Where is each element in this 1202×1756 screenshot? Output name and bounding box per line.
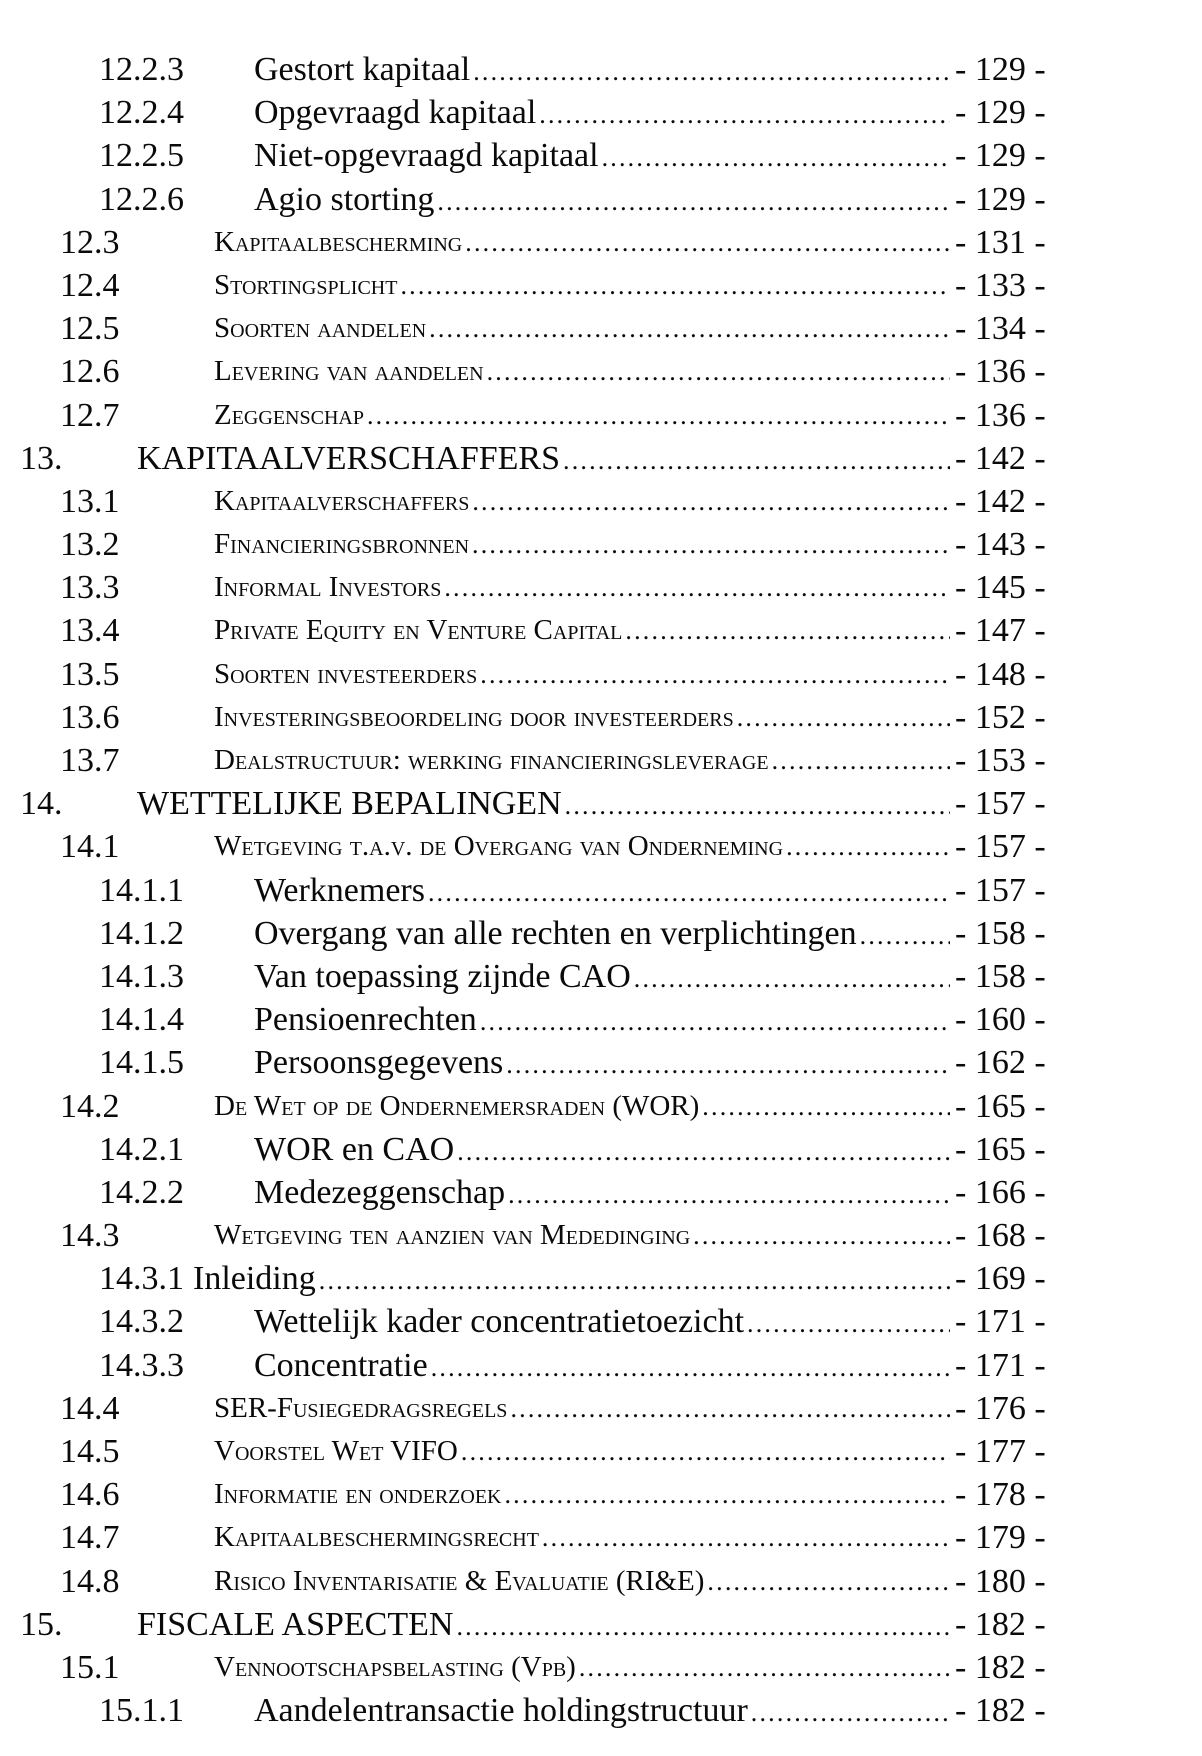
toc-entry-title-line [254, 912, 950, 955]
toc-entry[interactable] [0, 1344, 1202, 1387]
dot-leader [625, 609, 950, 652]
dot-leader [472, 480, 950, 523]
toc-entry-page: - 171 - [955, 1346, 1046, 1384]
toc-entry-page: - 157 - [955, 871, 1046, 909]
toc-entry-title: Zeggenschap [214, 398, 364, 431]
toc-entry-page: - 158 - [955, 957, 1046, 995]
toc-entry[interactable] [0, 307, 1202, 350]
toc-entry-title-line [214, 307, 950, 350]
toc-entry-number: 13.2 [60, 526, 120, 564]
toc-entry[interactable] [0, 350, 1202, 393]
toc-entry-page: - 171 - [955, 1303, 1046, 1341]
toc-entry-title-line [254, 48, 950, 91]
toc-entry[interactable] [0, 1646, 1202, 1689]
toc-entry-page: - 176 - [955, 1389, 1046, 1427]
toc-entry-title-line [214, 221, 950, 264]
toc-entry-title: Medezeggenschap [254, 1173, 506, 1211]
toc-entry-title: WOR en CAO [254, 1130, 455, 1168]
toc-entry-title: Dealstructuur: werking financieringsleverage [214, 744, 769, 776]
toc-entry-title: Private Equity en Venture Capital [214, 614, 623, 647]
toc-entry-page: - 182 - [955, 1648, 1046, 1686]
toc-entry[interactable] [0, 739, 1202, 782]
toc-entry-number: 12.2.4 [99, 94, 184, 132]
toc-entry[interactable] [0, 1214, 1202, 1257]
dot-leader [367, 394, 950, 437]
toc-entry-page: - 143 - [955, 526, 1046, 564]
toc-entry-title: FISCALE ASPECTEN [137, 1605, 454, 1643]
toc-entry-page: - 129 - [955, 180, 1046, 218]
toc-entry-number: 14.5 [60, 1433, 120, 1470]
toc-entry-title-line [214, 264, 950, 307]
dot-leader [772, 739, 950, 782]
toc-entry-title-line [214, 1214, 950, 1257]
toc-entry-page: - 136 - [955, 396, 1046, 434]
dot-leader [487, 350, 950, 393]
dot-leader [707, 1560, 950, 1603]
toc-entry-title-line [254, 178, 950, 221]
toc-entry-number: 12.7 [60, 396, 120, 434]
dot-leader [702, 1085, 950, 1128]
toc-entry-page: - 182 - [955, 1692, 1046, 1730]
toc-entry[interactable] [0, 998, 1202, 1041]
toc-entry-title-line [214, 394, 950, 437]
toc-entry-page: - 157 - [955, 828, 1046, 866]
toc-entry-page: - 182 - [955, 1605, 1046, 1643]
toc-entry-title-line [254, 1128, 950, 1171]
toc-entry-title-line [254, 134, 950, 177]
dot-leader [751, 1691, 950, 1732]
dot-leader [579, 1646, 950, 1689]
toc-entry-title-line [254, 955, 950, 998]
toc-entry-page: - 160 - [955, 1001, 1046, 1039]
toc-entry-page: - 178 - [955, 1476, 1046, 1514]
toc-entry-number: 14.2.2 [99, 1173, 184, 1211]
toc-entry-title-line [214, 1516, 950, 1559]
dot-leader [563, 439, 950, 480]
toc-entry-page: - 168 - [955, 1217, 1046, 1255]
toc-entry-number: 12.5 [60, 310, 120, 348]
toc-entry-number: 13.3 [60, 569, 120, 607]
toc-entry-number: 14.2 [60, 1087, 120, 1125]
toc-entry-title-line [254, 869, 950, 912]
toc-entry-title-line [254, 1041, 950, 1084]
toc-entry-page: - 129 - [955, 94, 1046, 132]
toc-entry-page: - 129 - [955, 51, 1046, 88]
toc-entry-title: Inleiding [193, 1260, 316, 1298]
toc-entry[interactable] [0, 91, 1202, 134]
toc-entry[interactable] [0, 955, 1202, 998]
toc-entry-number: 12.2.5 [99, 137, 184, 175]
toc-entry-title: Overgang van alle rechten en verplichtingen [254, 914, 857, 952]
toc-entry-title-line [137, 1603, 950, 1646]
toc-entry-title-line [214, 739, 950, 782]
toc-entry-page: - 158 - [955, 914, 1046, 952]
toc-entry[interactable] [0, 394, 1202, 437]
toc-entry-title: Voorstel Wet VIFO [214, 1435, 458, 1467]
toc-entry-number: 14.1.4 [99, 1001, 184, 1039]
dot-leader [437, 180, 950, 221]
toc-entry-number: 14.7 [60, 1519, 120, 1557]
toc-entry-number: 14.3.2 [99, 1303, 184, 1341]
toc-entry[interactable] [0, 825, 1202, 868]
toc-entry[interactable] [0, 696, 1202, 739]
toc-entry[interactable] [0, 566, 1202, 609]
toc-entry-page: - 131 - [955, 223, 1046, 261]
toc-entry-title-line [137, 437, 950, 480]
dot-leader [461, 1430, 950, 1473]
dot-leader [444, 566, 950, 609]
toc-entry-title-line [214, 696, 950, 739]
toc-entry-page: - 136 - [955, 353, 1046, 391]
toc-entry-number: 12.6 [60, 353, 120, 391]
toc-entry-title-line [214, 350, 950, 393]
dot-leader [457, 1130, 950, 1171]
toc-entry-number: 15.1.1 [99, 1692, 184, 1730]
toc-entry[interactable] [0, 1387, 1202, 1430]
toc-entry[interactable] [0, 1171, 1202, 1214]
toc-entry-title-line [254, 998, 950, 1041]
dot-leader [504, 1473, 950, 1516]
toc-entry-page: - 142 - [955, 482, 1046, 520]
toc-entry-number: 13. [20, 439, 63, 477]
toc-entry-title: Wettelijk kader concentratietoezicht [254, 1303, 745, 1341]
toc-entry-title-line [214, 1560, 950, 1603]
dot-leader [480, 653, 950, 696]
toc-entry-title: Werknemers [254, 871, 425, 909]
dot-leader [431, 1346, 950, 1387]
toc-entry[interactable] [0, 523, 1202, 566]
toc-entry-title: SER-Fusiegedragsregels [214, 1391, 508, 1424]
toc-entry[interactable] [0, 134, 1202, 177]
toc-entry-page: - 152 - [955, 698, 1046, 736]
dot-leader [473, 50, 950, 91]
dot-leader [634, 957, 950, 998]
toc-entry-title-line [254, 1689, 950, 1732]
toc-entry[interactable] [0, 1300, 1202, 1343]
toc-entry-number: 15.1 [60, 1648, 120, 1686]
toc-entry[interactable] [0, 221, 1202, 264]
toc-entry-title: Wetgeving ten aanzien van Mededinging [214, 1219, 691, 1252]
toc-entry-number: 12.4 [60, 266, 120, 304]
toc-entry[interactable] [0, 48, 1202, 91]
toc-entry-page: - 169 - [955, 1260, 1046, 1298]
toc-entry-number: 14.3 [60, 1217, 120, 1255]
toc-entry-title: Aandelentransactie holdingstructuur [254, 1692, 748, 1730]
toc-entry-page: - 180 - [955, 1562, 1046, 1600]
toc-entry-title-line [214, 1430, 950, 1473]
toc-entry[interactable] [0, 609, 1202, 652]
dot-leader [472, 523, 950, 566]
dot-leader [456, 1605, 950, 1646]
toc-entry-title: Gestort kapitaal [254, 51, 471, 88]
toc-entry-number: 15. [20, 1605, 63, 1643]
table-of-contents [0, 48, 1202, 1732]
toc-entry-title: Investeringsbeoordeling door investeerders [214, 700, 734, 733]
toc-entry-title: WETTELIJKE BEPALINGEN [137, 785, 562, 823]
toc-entry-page: - 134 - [955, 310, 1046, 348]
toc-entry-title: Soorten investeerders [214, 657, 478, 690]
toc-entry[interactable] [0, 782, 1202, 825]
toc-entry-page: - 148 - [955, 655, 1046, 693]
toc-entry-number: 14.2.1 [99, 1130, 184, 1168]
toc-entry[interactable] [0, 1603, 1202, 1646]
dot-leader [693, 1214, 950, 1257]
toc-entry-page: - 177 - [955, 1433, 1046, 1470]
toc-entry-title-line [214, 1387, 950, 1430]
toc-entry-title: KAPITAALVERSCHAFFERS [137, 439, 561, 477]
toc-entry-title: Kapitaalbeschermingsrecht [214, 1521, 539, 1554]
toc-entry-number: 13.4 [60, 612, 120, 650]
toc-entry-page: - 153 - [955, 742, 1046, 779]
toc-entry-number: 14.1.5 [99, 1044, 184, 1082]
dot-leader [319, 1259, 950, 1300]
toc-entry[interactable] [0, 1689, 1202, 1732]
toc-entry-number: 14.3.1 [99, 1260, 184, 1298]
toc-entry-title: Niet-opgevraagd kapitaal [254, 137, 599, 175]
toc-entry-title-line [214, 825, 950, 868]
toc-entry-title: Kapitaalverschaffers [214, 484, 470, 517]
toc-entry-title-line [214, 1473, 950, 1516]
toc-entry-number: 14.1 [60, 828, 120, 866]
toc-entry-page: - 162 - [955, 1044, 1046, 1082]
toc-entry-number: 14.1.2 [99, 914, 184, 952]
toc-entry-number: 14. [20, 785, 63, 823]
dot-leader [480, 1000, 950, 1041]
toc-entry-title: Levering van aandelen [214, 355, 484, 388]
toc-entry-title-line [254, 1300, 950, 1343]
toc-entry-number: 13.7 [60, 742, 120, 779]
toc-entry-number: 13.1 [60, 482, 120, 520]
toc-entry-title-line [214, 609, 950, 652]
toc-entry[interactable] [0, 480, 1202, 523]
toc-entry-title-line [214, 1646, 950, 1689]
dot-leader [400, 264, 950, 307]
toc-entry-page: - 129 - [955, 137, 1046, 175]
toc-entry-title-line [254, 1344, 950, 1387]
toc-entry-title: Agio storting [254, 180, 435, 218]
toc-entry-title: Van toepassing zijnde CAO [254, 957, 631, 995]
toc-entry-title: Wetgeving t.a.v. de Overgang van Onderneming [214, 830, 784, 863]
toc-entry-title: Informal Investors [214, 571, 442, 604]
toc-entry-title-line [137, 782, 950, 825]
toc-entry[interactable] [0, 1516, 1202, 1559]
toc-entry-title-line [99, 1257, 950, 1300]
dot-leader [602, 136, 950, 177]
toc-entry[interactable] [0, 264, 1202, 307]
toc-entry-number: 14.8 [60, 1562, 120, 1600]
toc-entry-title-line [214, 1085, 950, 1128]
toc-entry[interactable] [0, 1257, 1202, 1300]
dot-leader [510, 1387, 950, 1430]
toc-entry-title-line [254, 1171, 950, 1214]
toc-entry[interactable] [0, 1041, 1202, 1084]
toc-entry-title-line [214, 653, 950, 696]
dot-leader [429, 307, 950, 350]
dot-leader [565, 784, 950, 825]
toc-entry-number: 12.3 [60, 223, 120, 261]
toc-entry[interactable] [0, 869, 1202, 912]
dot-leader [542, 1516, 950, 1559]
toc-entry-title: Financieringsbronnen [214, 528, 470, 561]
toc-entry[interactable] [0, 653, 1202, 696]
toc-entry-page: - 165 - [955, 1087, 1046, 1125]
toc-entry-title: Risico Inventarisatie & Evaluatie (RI&E) [214, 1564, 705, 1597]
toc-entry-title: Concentratie [254, 1346, 428, 1384]
dot-leader [508, 1173, 950, 1214]
toc-entry-title-line [214, 566, 950, 609]
dot-leader [737, 696, 950, 739]
toc-entry-page: - 147 - [955, 612, 1046, 650]
toc-entry-title: Stortingsplicht [214, 268, 398, 301]
toc-entry[interactable] [0, 1473, 1202, 1516]
toc-entry-title: Persoonsgegevens [254, 1044, 504, 1082]
toc-entry-title: Opgevraagd kapitaal [254, 94, 537, 132]
toc-entry[interactable] [0, 1128, 1202, 1171]
toc-entry-title: De Wet op de Ondernemersraden (WOR) [214, 1089, 700, 1122]
toc-entry-title-line [214, 523, 950, 566]
dot-leader [465, 221, 950, 264]
toc-entry-page: - 157 - [955, 785, 1046, 823]
dot-leader [428, 871, 950, 912]
toc-entry[interactable] [0, 912, 1202, 955]
toc-entry-number: 14.3.3 [99, 1346, 184, 1384]
toc-entry-number: 13.6 [60, 698, 120, 736]
toc-entry-page: - 142 - [955, 439, 1046, 477]
dot-leader [506, 1043, 950, 1084]
toc-entry[interactable] [0, 178, 1202, 221]
toc-entry[interactable] [0, 1430, 1202, 1473]
toc-entry-title: Soorten aandelen [214, 312, 427, 345]
toc-entry-page: - 166 - [955, 1173, 1046, 1211]
toc-entry-number: 13.5 [60, 655, 120, 693]
dot-leader [860, 914, 950, 955]
toc-entry-title: Informatie en onderzoek [214, 1478, 502, 1511]
toc-entry[interactable] [0, 1560, 1202, 1603]
toc-entry-number: 12.2.6 [99, 180, 184, 218]
toc-entry-number: 14.4 [60, 1389, 120, 1427]
toc-entry-title-line [214, 480, 950, 523]
toc-entry-page: - 179 - [955, 1519, 1046, 1557]
toc-entry-page: - 165 - [955, 1130, 1046, 1168]
toc-entry-title: Vennootschapsbelasting (Vpb) [214, 1650, 576, 1683]
toc-entry-page: - 145 - [955, 569, 1046, 607]
toc-entry[interactable] [0, 1085, 1202, 1128]
dot-leader [539, 93, 950, 134]
toc-entry-number: 14.6 [60, 1476, 120, 1514]
toc-entry-title-line [254, 91, 950, 134]
toc-entry-number: 14.1.1 [99, 871, 184, 909]
dot-leader [786, 825, 950, 868]
toc-entry-page: - 133 - [955, 266, 1046, 304]
toc-entry-title: Kapitaalbescherming [214, 225, 463, 258]
toc-entry-title: Pensioenrechten [254, 1001, 477, 1039]
toc-entry-number: 14.1.3 [99, 957, 184, 995]
dot-leader [747, 1302, 950, 1343]
toc-entry-number: 12.2.3 [99, 51, 184, 88]
toc-entry[interactable] [0, 437, 1202, 480]
